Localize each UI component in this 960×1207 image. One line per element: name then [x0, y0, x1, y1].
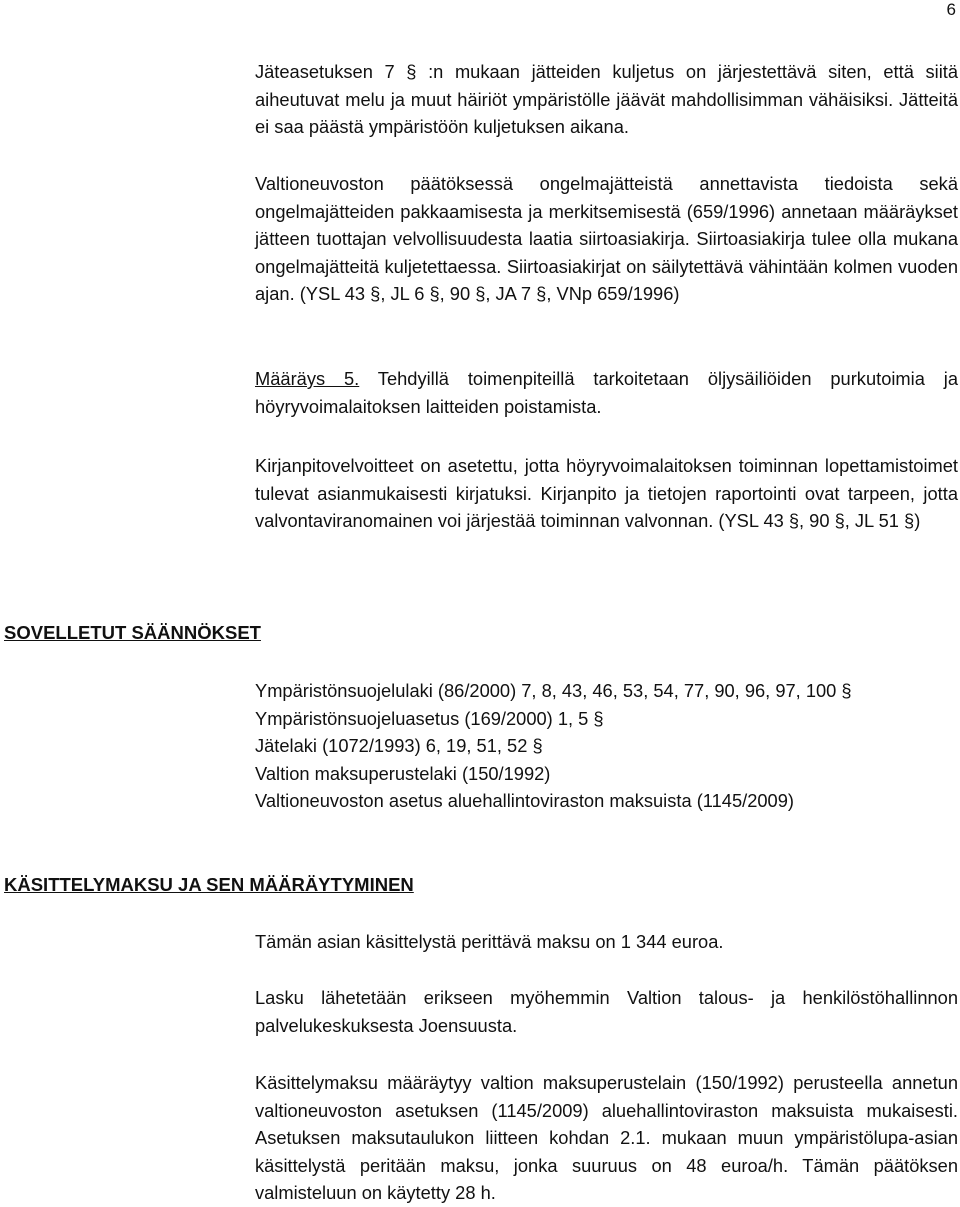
provision-item: Jätelaki (1072/1993) 6, 19, 51, 52 §: [255, 735, 543, 756]
paragraph-transport: Jäteasetuksen 7 § :n mukaan jätteiden kuljetus on järjestettävä siten, että siitä aiheutuvat melu ja muut häiriöt ympäristölle jäävät mahdollisimman vähäisiksi. Jätteitä ei saa päästä ympäristöön kuljetuksen aikana.: [255, 61, 958, 137]
provision-item: Ympäristönsuojelulaki (86/2000) 7, 8, 43, 46, 53, 54, 77, 90, 96, 97, 100 §: [255, 680, 852, 701]
regulation-label: Määräys 5.: [255, 368, 360, 389]
provisions-list: [255, 677, 960, 815]
paragraph-hazardous-waste: Valtioneuvoston päätöksessä ongelmajätteistä annettavista tiedoista sekä ongelmajätteiden pakkaamisesta ja merkitsemisestä (659/1996) annetaan määräykset jätteen tuottajan velvollisuudesta laatia siirtoasiakirja. Siirtoasiakirja tulee olla mukana ongelmajätteitä kuljetettaessa. Siirtoasiakirjat on säilytettävä vähintään kolmen vuoden ajan. (YSL 43 §, JL 6 §, 90 §, JA 7 §, VNp 659/1996): [255, 173, 958, 304]
regulation-text: Tehdyillä toimenpiteillä tarkoitetaan öljysäiliöiden purkutoimia ja höyryvoimalaitoksen laitteiden poistamista.: [255, 368, 958, 417]
section-heading-processing-fee: KÄSITTELYMAKSU JA SEN MÄÄRÄYTYMINEN: [4, 874, 414, 895]
paragraph-invoice: Lasku lähetetään erikseen myöhemmin Valtion talous- ja henkilöstöhallinnon palvelukeskuksesta Joensuusta.: [255, 987, 958, 1036]
provision-item: Valtion maksuperustelaki (150/1992): [255, 762, 551, 784]
paragraph-bookkeeping: Kirjanpitovelvoitteet on asetettu, jotta höyryvoimalaitoksen toiminnan lopettamistoimet tulevat asianmukaisesti kirjatuksi. Kirjanpito ja tietojen raportointi ovat tarpeen, jotta valvontaviranomainen voi järjestää toiminnan valvonnan. (YSL 43 §, 90 §, JL 51 §): [255, 455, 958, 531]
paragraph-regulation-5: [255, 365, 958, 420]
provision-item: Ympäristönsuojeluasetus (169/2000) 1, 5 §: [255, 707, 604, 729]
paragraph-fee-amount: Tämän asian käsittelystä perittävä maksu on 1 344 euroa.: [255, 931, 724, 952]
page-number: 6: [946, 0, 956, 19]
provision-item: Valtioneuvoston asetus aluehallintoviraston maksuista (1145/2009): [255, 790, 794, 811]
paragraph-fee-basis: Käsittelymaksu määräytyy valtion maksuperustelain (150/1992) perusteella annetun valtioneuvoston asetuksen (1145/2009) aluehallintoviraston maksuista mukaisesti. Asetuksen maksutaulukon liitteen kohdan 2.1. mukaan muun ympäristölupa-asian käsittelystä peritään maksu, jonka suuruus on 48 euroa/h. Tämän päätöksen valmisteluun on käytetty 28 h.: [255, 1072, 958, 1203]
section-heading-applied-provisions: SOVELLETUT SÄÄNNÖKSET: [4, 622, 261, 643]
